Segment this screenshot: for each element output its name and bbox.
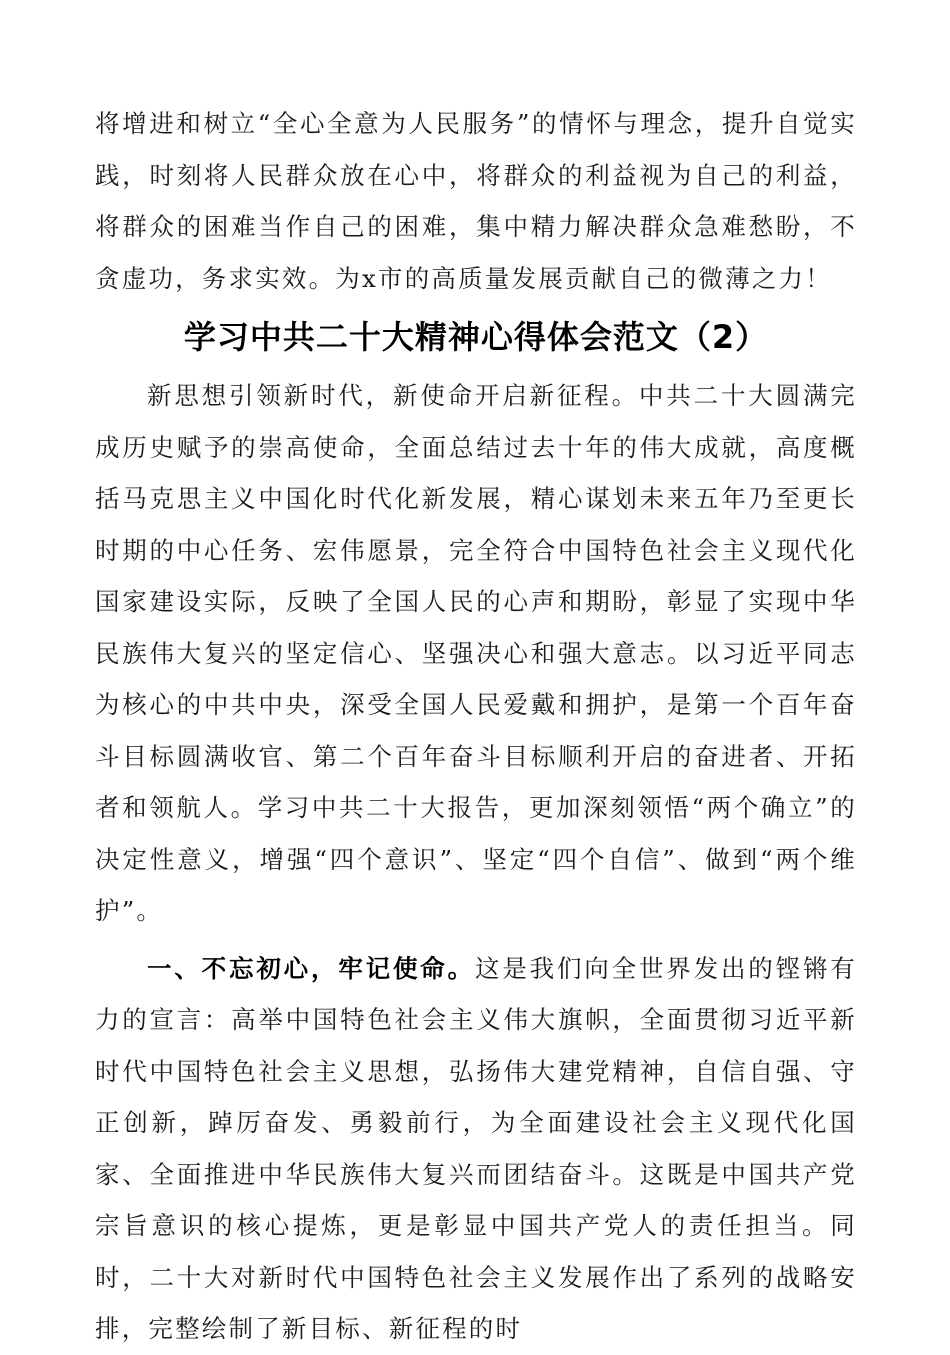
document-title: 学习中共二十大精神心得体会范文（2） (183, 318, 769, 356)
intro-paragraph: 将增进和树立“全心全意为人民服务”的情怀与理念，提升自觉实践，时刻将人民群众放在心中，将群众的利益视为自己的利益，将群众的困难当作自己的困难，集中精力解决群众急难愁盼，不贪虚功，务求实效。为x市的高质量发展贡献自己的微薄之力！ (95, 109, 857, 293)
section-1-body: 这是我们向全世界发出的铿锵有力的宣言：高举中国特色社会主义伟大旗帜，全面贯彻习近平新时代中国特色社会主义思想，弘扬伟大建党精神，自信自强、守正创新，踔厉奋发、勇毅前行，为全面建设社会主义现代化国家、全面推进中华民族伟大复兴而团结奋斗。这既是中国共产党宗旨意识的核心提炼，更是彰显中国共产党人的责任担当。同时，二十大对新时代中国特色社会主义发展作出了系列的战略安排，完整绘制了新目标、新征程的时 (95, 953, 857, 1343)
paragraph-1: 新思想引领新时代，新使命开启新征程。中共二十大圆满完成历史赋予的崇高使命，全面总结过去十年的伟大成就，高度概括马克思主义中国化时代化新发展，精心谋划未来五年乃至更长时期的中心任务、宏伟愿景，完全符合中国特色社会主义现代化国家建设实际，反映了全国人民的心声和期盼，彰显了实现中华民族伟大复兴的坚定信心、坚强决心和强大意志。以习近平同志为核心的中共中央，深受全国人民爱戴和拥护，是第一个百年奋斗目标圆满收官、第二个百年奋斗目标顺利开启的奋进者、开拓者和领航人。学习中共二十大报告，更加深刻领悟“两个确立”的决定性意义，增强“四个意识”、坚定“四个自信”、做到“两个维护”。 (95, 381, 857, 925)
section-1-paragraph (95, 943, 857, 1355)
document-body (95, 98, 857, 1355)
section-1-heading: 一、不忘初心，牢记使命。 (147, 953, 475, 983)
